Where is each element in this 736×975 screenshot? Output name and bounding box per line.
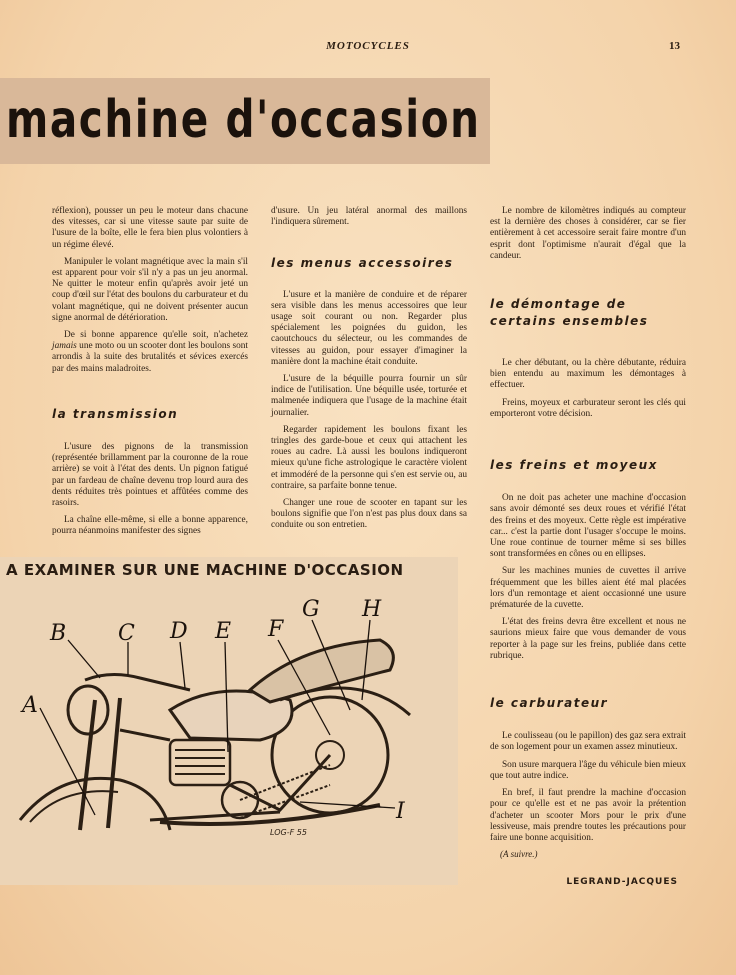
section-heading-freins: les freins et moyeux bbox=[490, 458, 658, 473]
callout-i: I bbox=[396, 799, 405, 824]
paragraph: réflexion), pousser un peu le moteur dans chacune des vitesses, car si une vitesse saute par suite de l'usure de la boîte, elle le fera bien plus volontiers à un régime élevé. bbox=[52, 206, 248, 250]
paragraph: Changer une roue de scooter en tapant sur les boulons signifie que l'on n'est pas plus doux dans sa conduite ou son entretien. bbox=[271, 498, 467, 531]
section-heading-transmission: la transmission bbox=[52, 406, 179, 421]
callout-e: E bbox=[215, 619, 232, 644]
figure-title: A EXAMINER SUR UNE MACHINE D'OCCASION bbox=[6, 561, 404, 579]
paragraph: Manipuler le volant magnétique avec la main s'il est apparent pour voir s'il n'y a pas un jeu anormal. Ne quitter le moteur enfin qu'après avoir jeté un coup d'œil sur l'état des boulons du carburateur et du volant magnétique, qui ne doivent présenter aucun signe anormal de détérioration. bbox=[52, 256, 248, 323]
author-signature: LEGRAND-JACQUES bbox=[566, 877, 678, 887]
callout-a: A bbox=[22, 693, 38, 718]
column-1 bbox=[52, 206, 248, 544]
paragraph: La chaîne elle-même, si elle a bonne apparence, pourra néanmoins manifester des signes bbox=[52, 515, 248, 537]
callout-f: F bbox=[268, 617, 284, 642]
column-2 bbox=[271, 206, 467, 538]
article-title: machine d'occasion bbox=[6, 90, 481, 150]
artist-signature: LOG-F 55 bbox=[270, 828, 307, 837]
paragraph: De si bonne apparence qu'elle soit, n'achetez jamais une moto ou un scooter dont les boulons sont arrondis à la suite des brutalités et sévices exercés par des mains maladroites. bbox=[52, 330, 248, 374]
to-be-continued: (A suivre.) bbox=[500, 849, 538, 859]
paragraph: Le coulisseau (ou le papillon) des gaz sera extrait de son logement pour un examen assez minutieux. bbox=[490, 731, 686, 753]
paragraph: L'état des freins devra être excellent et nous ne saurions mieux faire que vous demander de vous reporter à la page sur les freins, publiée dans cette rubrique. bbox=[490, 617, 686, 661]
paragraph: d'usure. Un jeu latéral anormal des maillons l'indiquera sûrement. bbox=[271, 206, 467, 228]
paragraph: Le nombre de kilomètres indiqués au compteur est la dernière des choses à considérer, car se fier entièrement à cet accessoire serait faire montre d'un esprit dont l'optimisme n'aurait d'égal que la candeur. bbox=[490, 206, 686, 261]
callout-c: C bbox=[118, 621, 135, 646]
callout-d: D bbox=[170, 619, 188, 644]
paragraph: L'usure et la manière de conduire et de réparer sera visible dans les menus accessoires que leur usage soit courant ou non. Regarder plus spécialement les poignées du guidon, les caoutchoucs du sélecteur, ou les commandes de vitesses au guidon, pour essayer d'imaginer la manière dont la machine était conduite. bbox=[271, 289, 467, 367]
paragraph: On ne doit pas acheter une machine d'occasion sans avoir démonté ses deux roues et vérifié l'état des freins et des moyeux. Cette règle est impérative car... c'est la partie dont l'usager s'occupe le moins. Une roue continue de tourner même si ses billes sont transformées en cônes ou en ellipses. bbox=[490, 493, 686, 560]
paragraph: Son usure marquera l'âge du véhicule bien mieux que tout autre indice. bbox=[490, 759, 686, 781]
paragraph: Regarder rapidement les boulons fixant les tringles des garde-boue et ceux qui attachent les roues au cadre. Là aussi les boulons indiqueront mieux qu'une fiche astrologique le caractère violent et immodéré de la personne qui s'en est servie ou, au contraire, sa parfaite bonne tenue. bbox=[271, 424, 467, 491]
paragraph: Freins, moyeux et carburateur seront les clés qui emporteront votre décision. bbox=[490, 397, 686, 419]
callout-g: G bbox=[302, 597, 320, 622]
paragraph: Le cher débutant, ou la chère débutante, réduira bien entendu au maximum les démontages à effectuer. bbox=[490, 358, 686, 391]
magazine-title: MOTOCYCLES bbox=[326, 40, 410, 52]
column-3 bbox=[490, 206, 686, 850]
paragraph: L'usure des pignons de la transmission (représentée brillamment par la couronne de la roue arrière) se voit à l'état des dents. Un pignon fatigué par un fardeau de chaîne devenu trop lourd aura des dents réduites très pointues et affûtées comme des rasoirs. bbox=[52, 442, 248, 509]
section-heading-accessoires: les menus accessoires bbox=[271, 256, 454, 271]
section-heading-carburateur: le carburateur bbox=[490, 696, 609, 711]
motorcycle-diagram bbox=[0, 590, 458, 882]
section-heading-demontage: le démontage de certains ensembles bbox=[490, 297, 649, 329]
callout-h: H bbox=[362, 597, 382, 622]
paragraph: Sur les machines munies de cuvettes il arrive fréquemment que les billes aient été mal placées lors d'un remontage et aient occasionné une usure prématurée de la cuvette. bbox=[490, 566, 686, 611]
page-number: 13 bbox=[669, 40, 680, 52]
paragraph: L'usure de la béquille pourra fournir un sûr indice de l'utilisation. Une béquille usée, torturée et malmenée indiquera que l'usage de la machine était journalier. bbox=[271, 374, 467, 418]
callout-b: B bbox=[50, 621, 67, 646]
paragraph: En bref, il faut prendre la machine d'occasion pour ce qu'elle est et ne pas avoir la prétention d'acheter un scooter Mors pour le prix d'une lessiveuse, mais prendre toutes les précautions pour faire une bonne acquisition. bbox=[490, 788, 686, 843]
motorcycle-drawing bbox=[20, 640, 410, 830]
